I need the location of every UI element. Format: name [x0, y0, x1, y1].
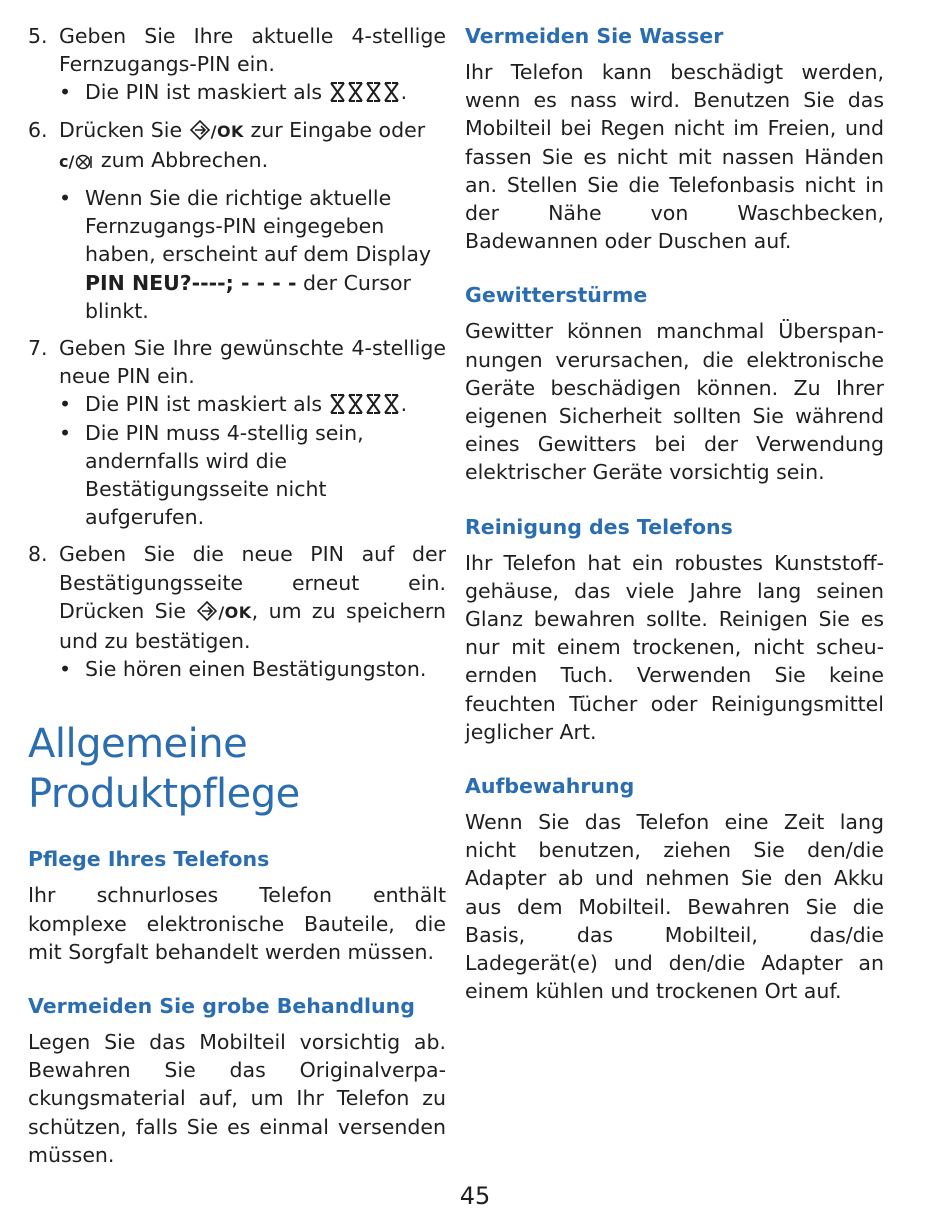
bullet-text: Sie hören einen Bestätigungston.: [85, 657, 427, 682]
step-number: 8.: [28, 542, 48, 567]
section-title: Gewitterstürme: [465, 283, 648, 308]
pin-mask-icon: [329, 393, 401, 415]
step-text: Geben Sie Ihre aktuelle 4-stellige Fernzugangs-PIN ein.: [59, 24, 446, 77]
bullet-dot: •: [59, 657, 72, 682]
step-text-post: , um zu speichern und zu bestätigen.: [59, 598, 446, 654]
step-text-pre: Geben Sie die neue PIN auf der Bestätigungsseite erneut ein. Drücken Sie: [59, 542, 446, 623]
page-title: [28, 719, 446, 819]
nav-key-icon: [189, 120, 211, 140]
step-text-pre: Drücken Sie: [59, 117, 183, 142]
bullet-dot: •: [59, 186, 72, 211]
step-5: [28, 22, 446, 107]
bullet-text: Die PIN ist maskiert als: [85, 392, 323, 417]
ok-key-label: /OK: [210, 121, 244, 141]
step-number: 5.: [28, 24, 48, 48]
section-reinigung: [465, 513, 884, 746]
display-text: PIN NEU?----; - - - -: [85, 270, 297, 295]
section-body: Ihr Telefon kann beschädigt werden, wenn es nass wird. Benutzen Sie das Mobilteil bei Regen nicht im Freien, und fassen Sie es nicht mit nassen Händen an. Stellen Sie die Telefonbasis nicht in der Nähe von Waschbecken, Badewannen oder Duschen auf.: [465, 60, 884, 254]
section-gewitter: [465, 281, 884, 486]
section-body: Ihr Telefon hat ein robustes Kunststoffgehäuse, das viele Jahre lang seinen Glanz bewahren sollte. Reinigen Sie es nur mit einem trockenen, nicht scheuernden Tuch. Verwenden Sie keine feuchten Tücher oder Reinigungsmittel jeglicher Art.: [465, 550, 884, 744]
step-text: Geben Sie Ihre gewünschte 4-stellige neue PIN ein.: [59, 336, 446, 389]
bullet-dot: •: [59, 420, 72, 445]
step-text-mid: zur Eingabe oder: [250, 117, 426, 142]
section-body: Wenn Sie das Telefon eine Zeit lang nicht benutzen, ziehen Sie den/die Adapter ab und nehmen Sie den Akku aus dem Mobilteil. Bewahren Sie die Basis, das Mobilteil, das/die Ladegerät(e) und den/die Adapter an einem kühlen und trockenen Ort auf.: [465, 810, 884, 1004]
section-wasser: [465, 22, 884, 255]
step-7-bullets: [59, 390, 446, 531]
left-column: [28, 22, 446, 1169]
nav-key-icon: [196, 601, 218, 621]
section-title: Aufbewahrung: [465, 774, 635, 799]
cancel-mute-icon: [74, 152, 94, 170]
list-item: [28, 655, 446, 683]
step-8: [28, 540, 446, 683]
list-item: [28, 419, 446, 532]
section-title: Reinigung des Telefons: [465, 514, 733, 539]
pin-mask-icon: [329, 81, 401, 103]
page-number: 45: [459, 1182, 491, 1210]
step-6-bullets: [59, 184, 446, 325]
ok-key-label: /OK: [218, 602, 252, 622]
bullet-suffix: .: [400, 392, 408, 417]
list-item: [28, 390, 446, 418]
bullet-text: Die PIN ist maskiert als: [85, 80, 323, 105]
section-title: Vermeiden Sie grobe Behandlung: [28, 994, 415, 1019]
step-number: 6.: [28, 117, 48, 142]
bullet-tail: der Cursor blinkt.: [85, 270, 411, 323]
bullet-dot: •: [59, 392, 72, 417]
section-body: Legen Sie das Mobilteil vorsichtig ab. Bewahren Sie das Originalverpackungsmaterial auf, um Ihr Telefon zu schützen, falls Sie es einmal versenden müssen.: [28, 1030, 446, 1167]
step-8-bullets: [59, 655, 446, 683]
section-pflege: [28, 845, 446, 966]
list-item: [28, 78, 446, 106]
section-behandlung: [28, 992, 446, 1169]
bullet-dot: •: [59, 80, 72, 105]
section-body: Gewitter können manchmal Überspannungen verursachen, die elektronische Geräte beschädigen können. Zu Ihrer eigenen Sicherheit sollten Sie während eines Gewitters bei der Verwendung elektrischer Geräte vorsichtig sein.: [465, 319, 884, 485]
title-line-2: Produktpflege: [28, 771, 300, 818]
bullet-text: Wenn Sie die richtige aktuelle Fernzugangs-PIN eingegeben haben, erscheint auf dem Display: [85, 186, 432, 267]
step-number: 7.: [28, 336, 48, 361]
step-7: [28, 334, 446, 531]
section-title: Pflege Ihres Telefons: [28, 847, 270, 872]
list-item: [28, 184, 446, 325]
bullet-text: Die PIN muss 4-stellig sein, andernfalls wird die Bestätigungsseite nicht aufgerufen.: [85, 420, 364, 530]
section-title: Vermeiden Sie Wasser: [465, 24, 724, 48]
section-body: Ihr schnurloses Telefon enthält komplexe elektronische Bauteile, die mit Sorgfalt behandelt werden müssen.: [28, 883, 446, 964]
bullet-suffix: .: [400, 80, 408, 105]
right-column: [465, 22, 884, 1005]
step-5-bullets: [59, 78, 446, 106]
cancel-key-label: c/: [59, 151, 75, 171]
step-text-post: zum Abbrechen.: [100, 147, 269, 172]
section-aufbewahrung: [465, 772, 884, 1005]
step-6: [28, 116, 446, 325]
title-line-1: Allgemeine: [28, 721, 248, 768]
